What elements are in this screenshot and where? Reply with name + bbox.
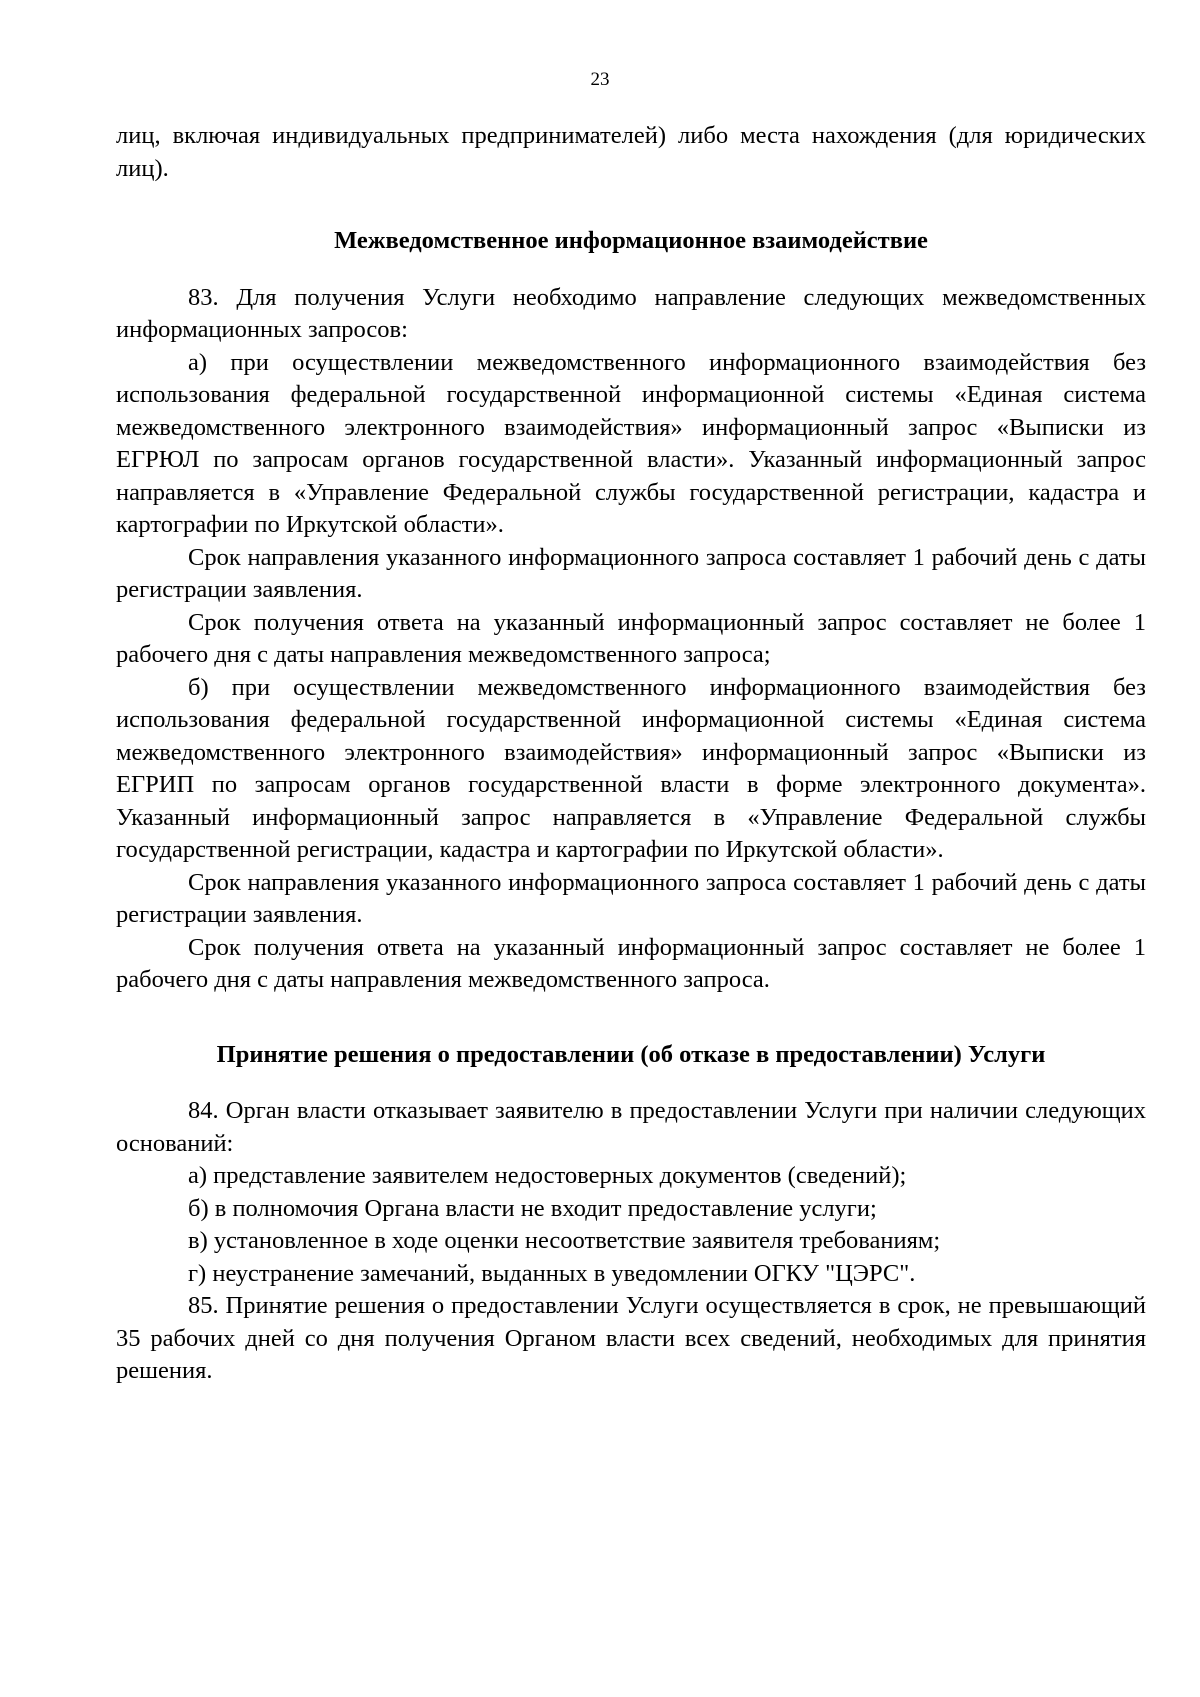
paragraph-83: 83. Для получения Услуги необходимо направление следующих межведомственных информационных запросов: (116, 283, 1146, 343)
paragraph-84-c: в) установленное в ходе оценки несоответствие заявителя требованиям; (188, 1227, 941, 1254)
paragraph-84-b: б) в полномочия Органа власти не входит предоставление услуги; (188, 1194, 877, 1222)
paragraph-83-a-term-reply: Срок получения ответа на указанный информационный запрос составляет не более 1 рабочего дня с даты направления межведомственного запроса; (116, 608, 1146, 668)
paragraph-84: 84. Орган власти отказывает заявителю в предоставлении Услуги при наличии следующих оснований: (116, 1097, 1146, 1157)
section-heading-interagency: Межведомственное информационное взаимодействие (334, 227, 928, 254)
paragraph-83-b: б) при осуществлении межведомственного информационного взаимодействия без использования федеральной государственной информационной системы «Единая система межведомственного электронного взаимодействия» информационный запрос «Выписки из ЕГРИП по запросам органов государственной власти в форме электронного документа». Указанный информационный запрос направляется в «Управление Федеральной службы государственной регистрации, кадастра и картографии по Иркутской области». (116, 673, 1146, 863)
paragraph-84-d: г) неустранение замечаний, выданных в уведомлении ОГКУ "ЦЭРС". (188, 1259, 916, 1287)
paragraph-83-a-term-send: Срок направления указанного информационного запроса составляет 1 рабочий день с даты регистрации заявления. (116, 543, 1146, 603)
page-number: 23 (590, 69, 610, 90)
intro-continuation: лиц, включая индивидуальных предпринимателей) либо места нахождения (для юридических лиц). (116, 122, 1146, 182)
paragraph-83-b-term-send: Срок направления указанного информационного запроса составляет 1 рабочий день с даты регистрации заявления. (116, 868, 1146, 928)
section-heading-decision: Принятие решения о предоставлении (об отказе в предоставлении) Услуги (216, 1040, 1046, 1068)
paragraph-85: 85. Принятие решения о предоставлении Услуги осуществляется в срок, не превышающий 35 рабочих дней со дня получения Органом власти всех сведений, необходимых для принятия решения. (116, 1292, 1146, 1384)
paragraph-84-a: а) представление заявителем недостоверных документов (сведений); (188, 1162, 907, 1189)
document-body (116, 120, 1146, 1388)
paragraph-83-a: а) при осуществлении межведомственного информационного взаимодействия без использования федеральной государственной информационной системы «Единая система межведомственного электронного взаимодействия» информационный запрос «Выписки из ЕГРЮЛ по запросам органов государственной власти». Указанный информационный запрос направляется в «Управление Федеральной службы государственной регистрации, кадастра и картографии по Иркутской области». (116, 348, 1146, 538)
paragraph-83-b-term-reply: Срок получения ответа на указанный информационный запрос составляет не более 1 рабочего дня с даты направления межведомственного запроса. (116, 933, 1146, 993)
